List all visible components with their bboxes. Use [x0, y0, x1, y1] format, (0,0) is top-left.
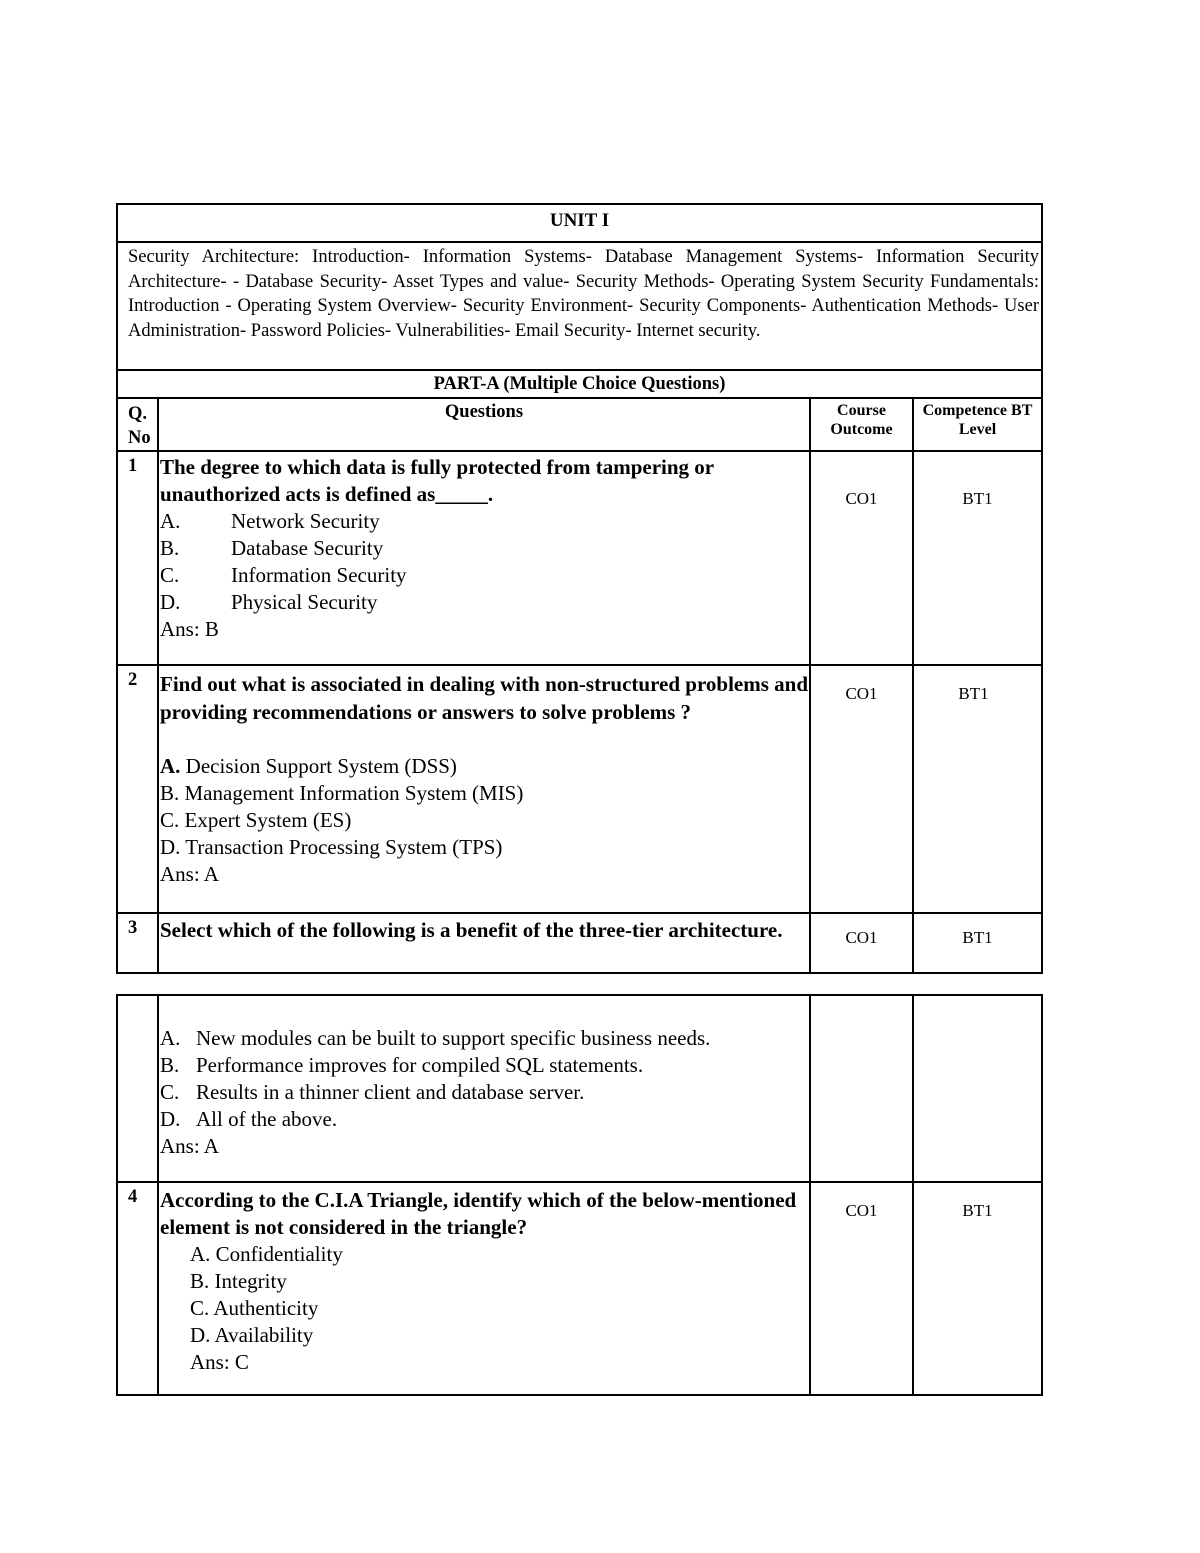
course-outcome-empty: [810, 995, 913, 1182]
option: C. Information Security: [160, 563, 407, 587]
option: C. Expert System (ES): [160, 808, 352, 832]
question-stem: Select which of the following is a benefit of the three-tier architecture.: [160, 918, 783, 942]
header-questions: Questions: [158, 398, 810, 451]
unit-title: UNIT I: [117, 204, 1042, 242]
question-cell: [158, 913, 810, 973]
header-qno: Q. No: [117, 398, 158, 451]
unit-syllabus: Security Architecture: Introduction- Information Systems- Database Management Systems- Information Security Architecture- - Database Security- Asset Types and value- Security Methods- Operating System Security Fundamentals: Introduction - Operating System Overview- Security Environment- Security Components- Authentication Methods- User Administration- Password Policies- Vulnerabilities- Email Security- Internet security.: [117, 242, 1042, 370]
question-cell: [158, 995, 810, 1182]
question-cell: [158, 1182, 810, 1395]
option: C. Results in a thinner client and database server.: [160, 1080, 585, 1104]
question-row-3: [117, 913, 1042, 973]
option: A. Confidentiality: [190, 1242, 343, 1266]
question-cell: [158, 665, 810, 913]
option: C. Authenticity: [190, 1296, 319, 1320]
question-cell: [158, 451, 810, 665]
option: D. Availability: [190, 1323, 314, 1347]
question-stem: According to the C.I.A Triangle, identify which of the below-mentioned element is not considered in the triangle?: [160, 1188, 797, 1239]
question-number: 3: [117, 913, 158, 973]
question-row-3-continued: [117, 995, 1042, 1182]
course-outcome: CO1: [810, 451, 913, 665]
answer: Ans: A: [160, 1134, 219, 1158]
bt-level: BT1: [913, 665, 1042, 913]
bt-level: BT1: [913, 1182, 1042, 1395]
option: B. Management Information System (MIS): [160, 781, 524, 805]
question-row-1: [117, 451, 1042, 665]
answer: Ans: A: [160, 862, 219, 886]
option: B. Integrity: [190, 1269, 287, 1293]
question-number: 2: [117, 665, 158, 913]
question-stem: Find out what is associated in dealing with non-structured problems and providing recommendations or answers to solve problems ?: [160, 672, 808, 724]
part-title: PART-A (Multiple Choice Questions): [117, 370, 1042, 398]
answer: Ans: B: [160, 617, 219, 641]
option: A. New modules can be built to support specific business needs.: [160, 1026, 711, 1050]
course-outcome: CO1: [810, 1182, 913, 1395]
question-row-4: [117, 1182, 1042, 1395]
bt-level: BT1: [913, 451, 1042, 665]
option: B. Database Security: [160, 536, 384, 560]
option: B. Performance improves for compiled SQL statements.: [160, 1053, 644, 1077]
course-outcome: CO1: [810, 913, 913, 973]
option: D. Physical Security: [160, 590, 378, 614]
question-number-empty: [117, 995, 158, 1182]
question-stem: The degree to which data is fully protected from tampering or unauthorized acts is defined as_____.: [160, 455, 714, 506]
option: A. Network Security: [160, 509, 380, 533]
question-table-page-2: [116, 994, 1043, 1396]
option: D. Transaction Processing System (TPS): [160, 835, 503, 859]
question-table-page-1: [116, 203, 1043, 974]
header-course-outcome: Course Outcome: [810, 398, 913, 451]
question-number: 1: [117, 451, 158, 665]
bt-level: BT1: [913, 913, 1042, 973]
header-competence: Competence BT Level: [913, 398, 1042, 451]
bt-level-empty: [913, 995, 1042, 1182]
question-row-2: [117, 665, 1042, 913]
option: D. All of the above.: [160, 1107, 338, 1131]
answer: Ans: C: [190, 1350, 249, 1374]
option: A. Decision Support System (DSS): [160, 754, 457, 778]
question-number: 4: [117, 1182, 158, 1395]
course-outcome: CO1: [810, 665, 913, 913]
